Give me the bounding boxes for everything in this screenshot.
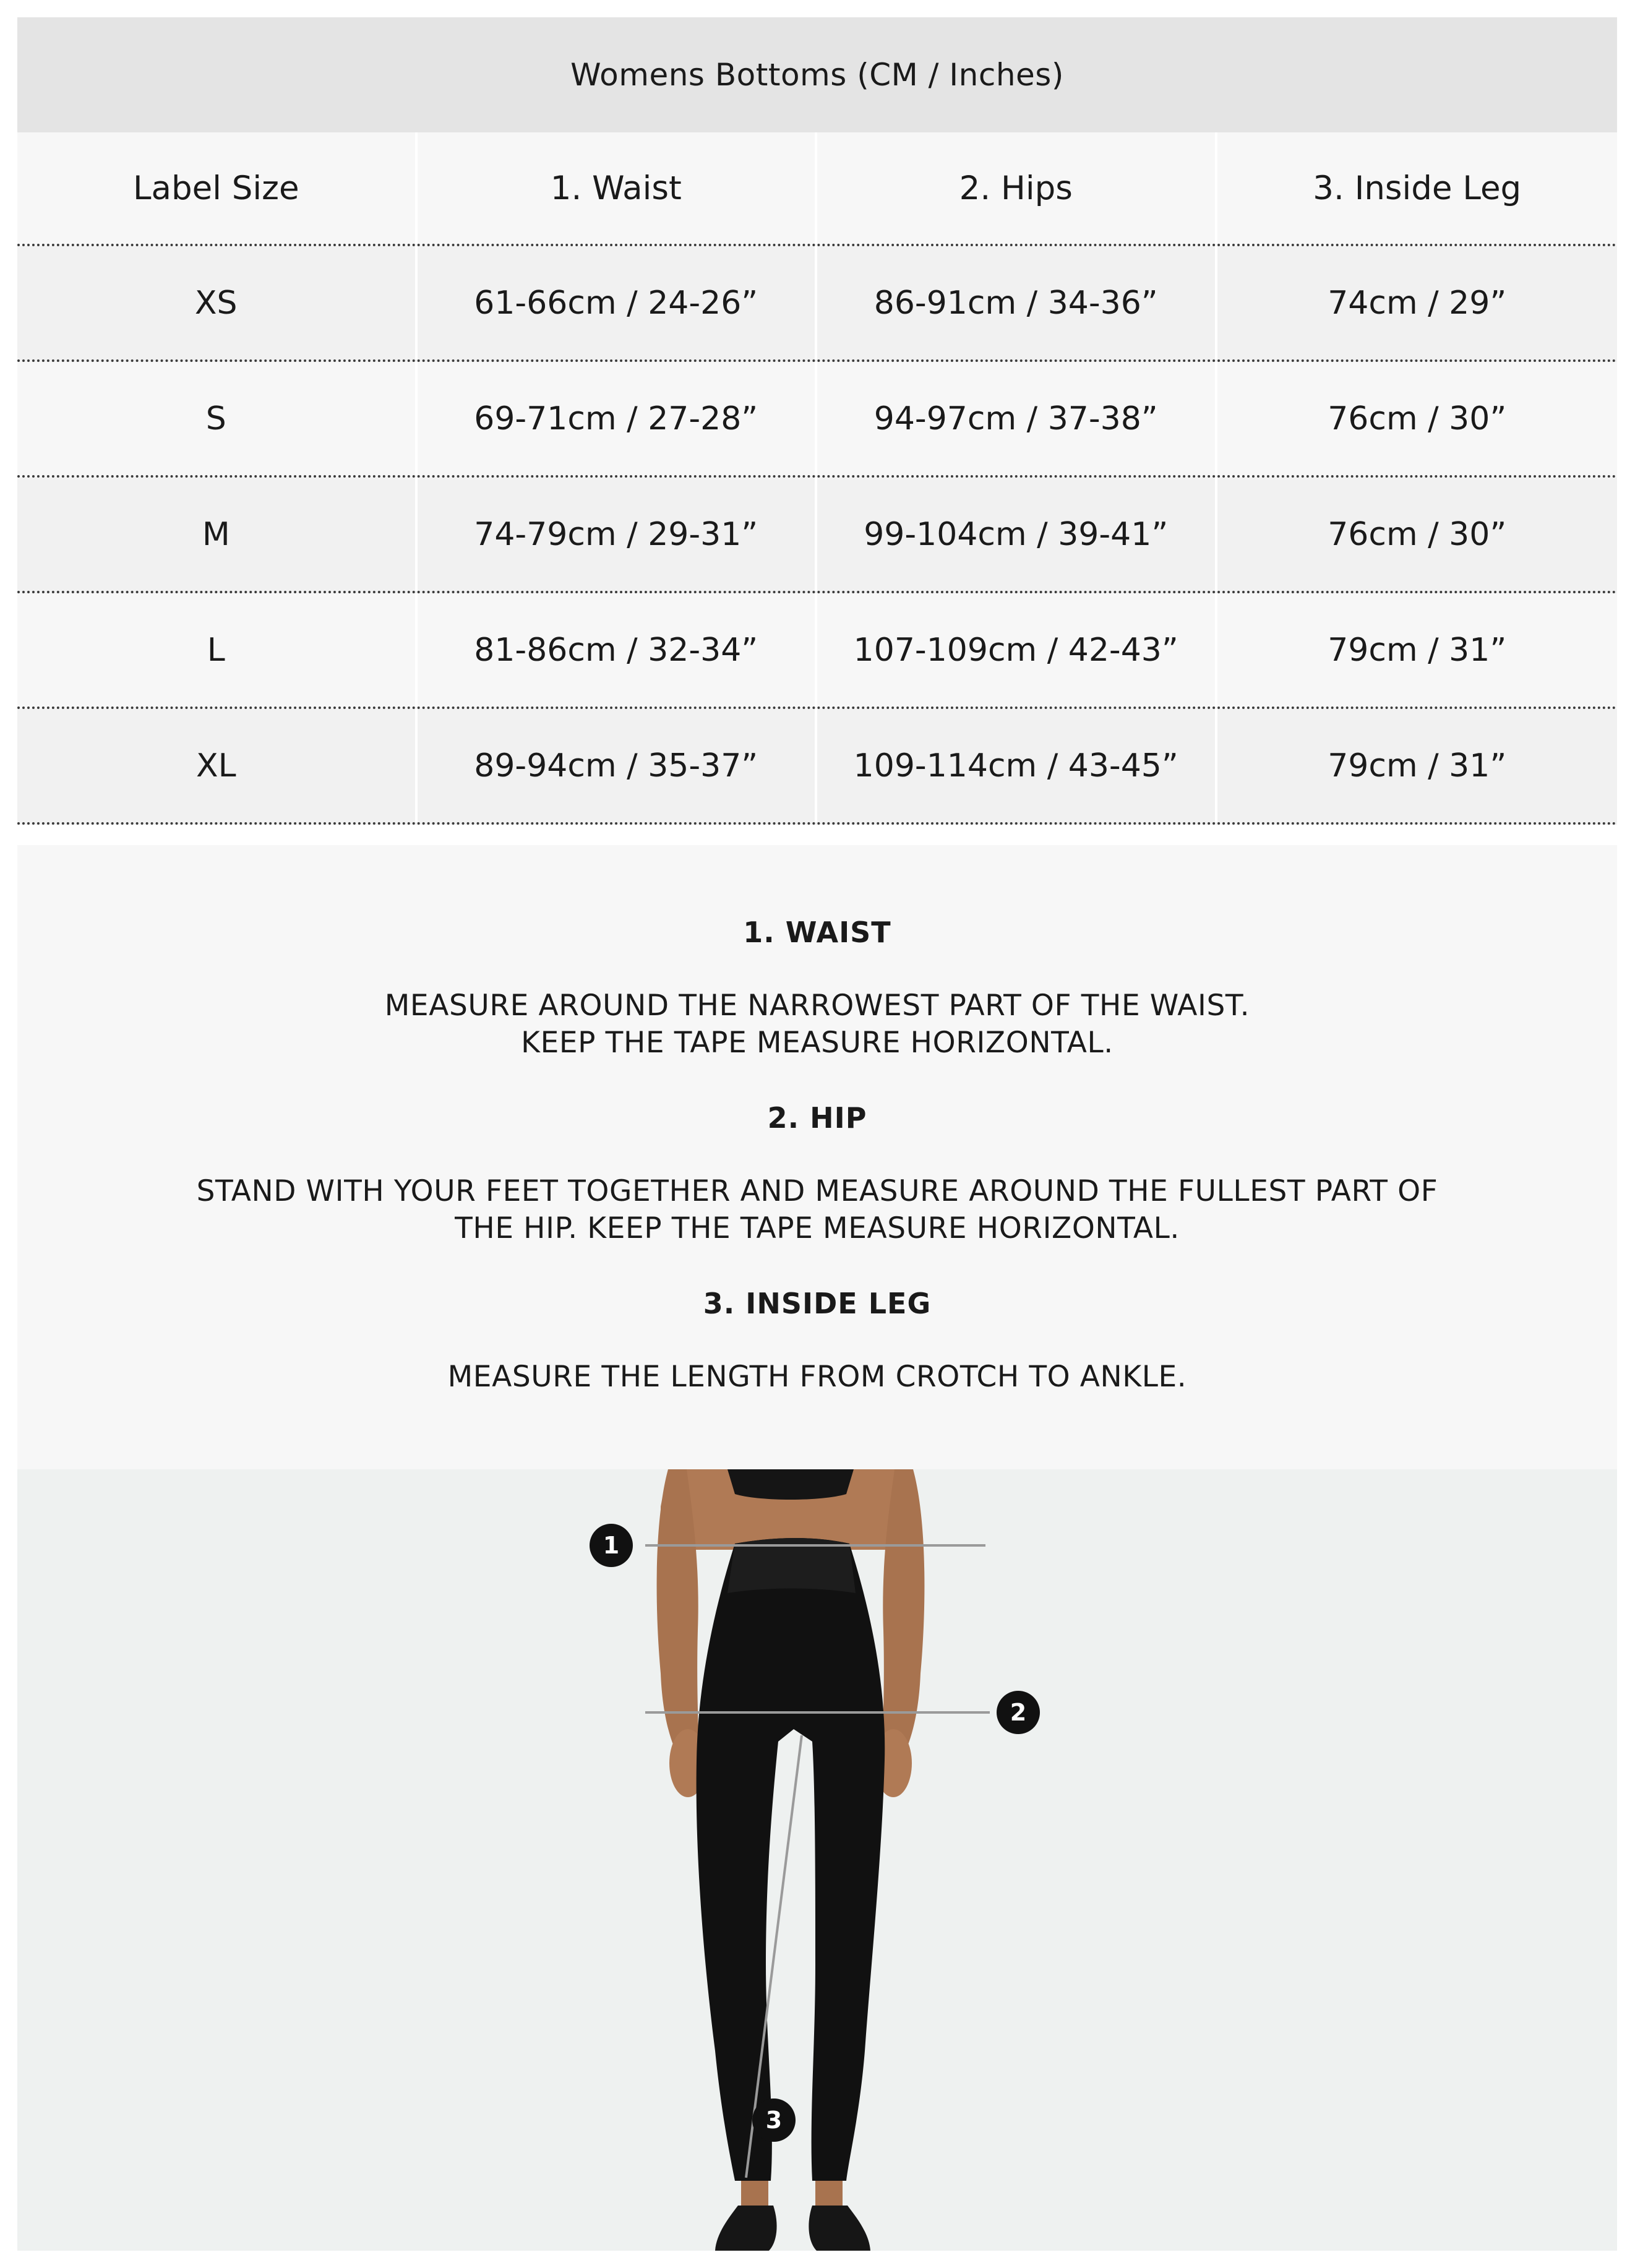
cell-waist: 69-71cm / 27-28” [418,362,818,475]
hip-instruction-line2: THE HIP. KEEP THE TAPE MEASURE HORIZONTAL. [455,1211,1180,1245]
table-row [17,709,1617,825]
table-row [17,362,1617,478]
cell-hips: 86-91cm / 34-36” [817,246,1217,359]
waist-marker: 1 [590,1524,633,1567]
cell-inside-leg: 74cm / 29” [1328,284,1507,322]
cell-size: M [17,478,418,591]
cell-waist: 61-66cm / 24-26” [418,246,818,359]
table-row [17,478,1617,593]
model-leggings [697,1538,885,2181]
model-right-ankle [815,2181,843,2209]
hip-marker: 2 [997,1691,1040,1734]
waist-instruction-line2: KEEP THE TAPE MEASURE HORIZONTAL. [521,1026,1114,1060]
cell-waist: 81-86cm / 32-34” [418,593,818,707]
cell-inside-leg: 76cm / 30” [1328,400,1507,437]
cell-waist: 74-79cm / 29-31” [418,478,818,591]
cell-inside-leg: 76cm / 30” [1328,515,1507,553]
cell-inside-leg: 79cm / 31” [1328,631,1507,669]
model-sports-bra [727,1469,854,1500]
header-waist: 1. Waist [418,132,818,244]
cell-size: L [17,593,418,707]
cell-size: XL [17,709,418,822]
size-guide-sheet [17,17,1617,2251]
inside-leg-heading: 3. INSIDE LEG [703,1287,932,1320]
model-right-shoe [809,2206,870,2251]
cell-size: XS [17,246,418,359]
measurement-instructions [17,845,1617,1470]
table-header-row [17,132,1617,246]
hip-heading: 2. HIP [767,1101,867,1135]
model-left-shoe [715,2206,777,2251]
inside-leg-instruction: MEASURE THE LENGTH FROM CROTCH TO ANKLE. [447,1360,1187,1394]
cell-hips: 109-114cm / 43-45” [817,709,1217,822]
waist-heading: 1. WAIST [743,916,891,949]
cell-waist: 89-94cm / 35-37” [418,709,818,822]
size-table [17,132,1617,825]
table-row [17,593,1617,709]
model-left-ankle [741,2181,768,2209]
model-measurement-photo [17,1469,1617,2251]
header-inside-leg: 3. Inside Leg [1313,169,1522,207]
cell-size: S [17,362,418,475]
waist-instruction-line1: MEASURE AROUND THE NARROWEST PART OF THE WAIST. [384,989,1250,1023]
cell-hips: 107-109cm / 42-43” [817,593,1217,707]
cell-inside-leg: 79cm / 31” [1328,747,1507,784]
header-hips: 2. Hips [817,132,1217,244]
header-label-size: Label Size [17,132,418,244]
title-bar [17,17,1617,132]
cell-hips: 99-104cm / 39-41” [817,478,1217,591]
table-row [17,246,1617,362]
model-figure [17,1469,1617,2251]
page-title: Womens Bottoms (CM / Inches) [570,57,1064,93]
hip-instruction-line1: STAND WITH YOUR FEET TOGETHER AND MEASURE AROUND THE FULLEST PART OF [196,1174,1438,1208]
inside-leg-marker: 3 [752,2098,796,2142]
cell-hips: 94-97cm / 37-38” [817,362,1217,475]
